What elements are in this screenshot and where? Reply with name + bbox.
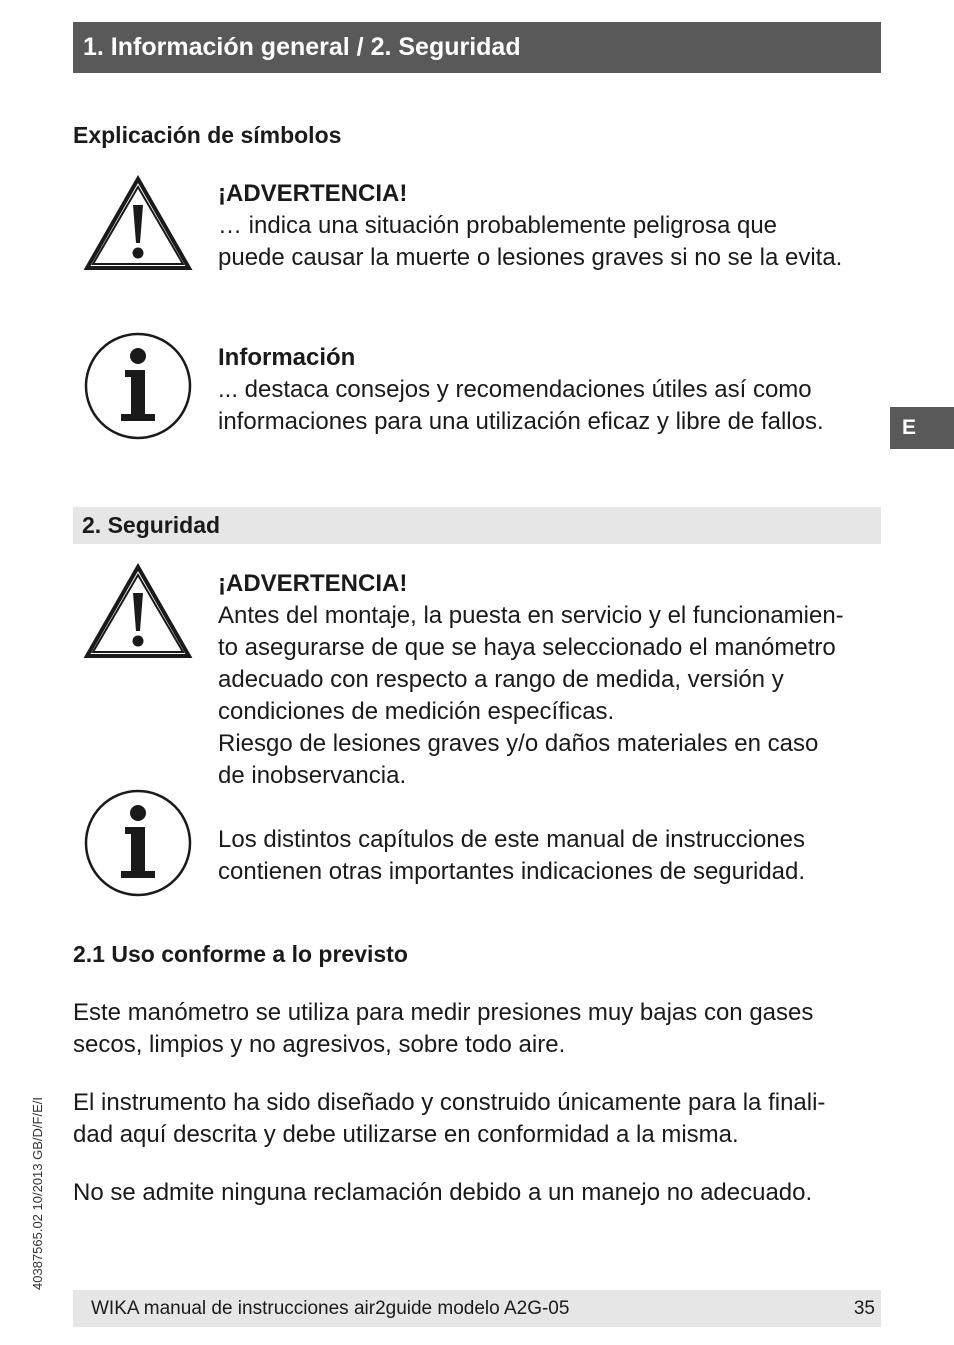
symbols-heading: Explicación de símbolos: [73, 122, 342, 148]
safety-warning-line: Antes del montaje, la puesta en servicio y el funcionamien-: [218, 602, 844, 629]
symbols-info-block: [218, 342, 888, 438]
paragraph-line: El instrumento ha sido diseñado y construido únicamente para la finali-: [73, 1089, 826, 1116]
safety-warning-line: condiciones de medición específicas.: [218, 698, 615, 725]
safety-warning-title: ¡ADVERTENCIA!: [218, 570, 408, 597]
symbols-info-line: ... destaca consejos y recomendaciones útiles así como: [218, 376, 812, 403]
warning-triangle-icon: [83, 563, 193, 660]
safety-info-line: contienen otras importantes indicaciones de seguridad.: [218, 858, 806, 885]
page-footer: [73, 1290, 881, 1327]
footer-text: WIKA manual de instrucciones air2guide modelo A2G-05: [91, 1297, 570, 1319]
safety-info-line: Los distintos capítulos de este manual de instrucciones: [218, 826, 806, 853]
symbols-warning-line: … indica una situación probablemente peligrosa que: [218, 212, 778, 239]
symbols-info-title: Información: [218, 344, 356, 371]
intended-use-heading: 2.1 Uso conforme a lo previsto: [73, 941, 408, 967]
page-header: [73, 22, 881, 73]
safety-warning-block: [218, 568, 888, 792]
paragraph-line: No se admite ninguna reclamación debido a un manejo no adecuado.: [73, 1179, 813, 1206]
page-number: 35: [853, 1297, 875, 1319]
language-tab-label: E: [902, 416, 917, 439]
page-title: 1. Información general / 2. Seguridad: [83, 33, 521, 61]
safety-warning-line: to asegurarse de que se haya seleccionado el manómetro: [218, 634, 836, 661]
intended-use-paragraph: [73, 1177, 888, 1209]
info-icon: [83, 789, 193, 897]
intended-use-paragraph: [73, 1087, 888, 1151]
safety-warning-line: adecuado con respecto a rango de medida, versión y: [218, 666, 784, 693]
safety-warning-line: Riesgo de lesiones graves y/o daños materiales en caso: [218, 730, 819, 757]
symbols-warning-title: ¡ADVERTENCIA!: [218, 180, 408, 207]
symbols-info-line: informaciones para una utilización eficaz y libre de fallos.: [218, 408, 824, 435]
symbols-warning-line: puede causar la muerte o lesiones graves si no se la evita.: [218, 244, 843, 271]
paragraph-line: Este manómetro se utiliza para medir presiones muy bajas con gases: [73, 999, 814, 1026]
language-tab: [890, 407, 954, 449]
intended-use-paragraph: [73, 997, 888, 1061]
safety-warning-line: de inobservancia.: [218, 762, 407, 789]
paragraph-line: dad aquí descrita y debe utilizarse en conformidad a la misma.: [73, 1121, 739, 1148]
paragraph-line: secos, limpios y no agresivos, sobre todo aire.: [73, 1031, 566, 1058]
info-icon: [83, 332, 193, 440]
safety-info-block: [218, 824, 888, 888]
symbols-warning-block: [218, 178, 888, 274]
section-heading-bar: [73, 507, 881, 544]
document-code: 40387565.02 10/2013 GB/D/F/E/I: [30, 1097, 45, 1290]
warning-triangle-icon: [83, 175, 193, 272]
section-heading: 2. Seguridad: [82, 512, 221, 538]
